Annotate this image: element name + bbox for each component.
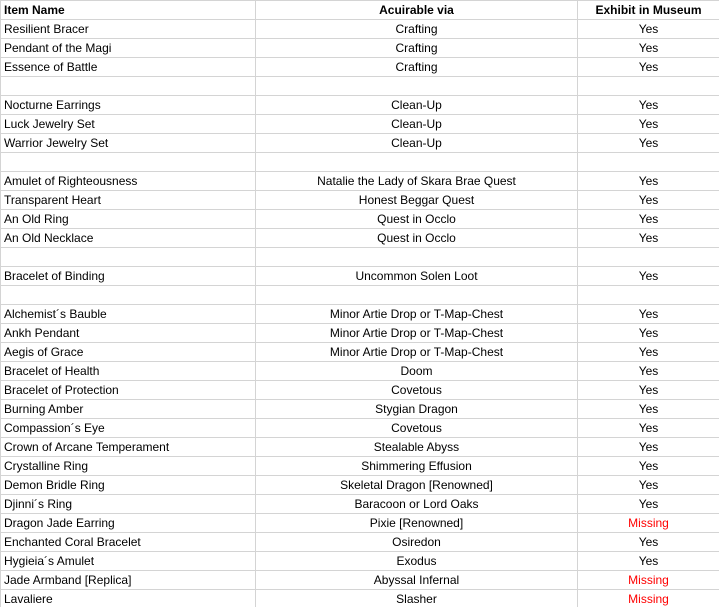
museum-status-cell[interactable]: Yes: [578, 438, 719, 457]
item-name-cell[interactable]: Crystalline Ring: [1, 457, 256, 476]
museum-status-cell[interactable]: [578, 286, 719, 305]
acquirable-via-cell[interactable]: [256, 248, 578, 267]
table-row: [1, 457, 719, 476]
table-row: [1, 172, 719, 191]
table-row: [1, 343, 719, 362]
museum-status-cell[interactable]: Yes: [578, 457, 719, 476]
item-name-cell[interactable]: Burning Amber: [1, 400, 256, 419]
table-row: [1, 229, 719, 248]
item-name-cell[interactable]: Alchemist´s Bauble: [1, 305, 256, 324]
table-row: [1, 590, 719, 607]
item-name-cell[interactable]: [1, 77, 256, 96]
acquirable-via-cell[interactable]: Exodus: [256, 552, 578, 571]
acquirable-via-cell[interactable]: Shimmering Effusion: [256, 457, 578, 476]
blank-row: [1, 153, 719, 172]
table-row: [1, 96, 719, 115]
acquirable-via-cell[interactable]: Crafting: [256, 20, 578, 39]
item-name-cell[interactable]: Bracelet of Binding: [1, 267, 256, 286]
acquirable-via-cell[interactable]: Clean-Up: [256, 115, 578, 134]
acquirable-via-cell[interactable]: Crafting: [256, 39, 578, 58]
acquirable-via-cell[interactable]: Stealable Abyss: [256, 438, 578, 457]
item-name-cell[interactable]: [1, 153, 256, 172]
acquirable-via-cell[interactable]: Slasher: [256, 590, 578, 607]
table-row: [1, 362, 719, 381]
museum-status-cell[interactable]: Yes: [578, 20, 719, 39]
museum-status-cell[interactable]: Yes: [578, 381, 719, 400]
acquirable-via-cell[interactable]: Covetous: [256, 381, 578, 400]
museum-status-cell[interactable]: [578, 77, 719, 96]
acquirable-via-cell[interactable]: Quest in Occlo: [256, 210, 578, 229]
table-row: [1, 419, 719, 438]
blank-row: [1, 77, 719, 96]
table-row: [1, 552, 719, 571]
item-name-cell[interactable]: Transparent Heart: [1, 191, 256, 210]
table-row: [1, 58, 719, 77]
header-row: [1, 1, 719, 20]
table-row: [1, 210, 719, 229]
item-name-cell[interactable]: Demon Bridle Ring: [1, 476, 256, 495]
item-name-cell[interactable]: Pendant of the Magi: [1, 39, 256, 58]
acquirable-via-cell[interactable]: Natalie the Lady of Skara Brae Quest: [256, 172, 578, 191]
acquirable-via-cell[interactable]: Doom: [256, 362, 578, 381]
museum-status-cell[interactable]: Yes: [578, 552, 719, 571]
museum-status-cell[interactable]: Yes: [578, 229, 719, 248]
header-acquirable-via[interactable]: Acuirable via: [256, 1, 578, 20]
acquirable-via-cell[interactable]: Skeletal Dragon [Renowned]: [256, 476, 578, 495]
museum-status-cell[interactable]: Yes: [578, 495, 719, 514]
blank-row: [1, 286, 719, 305]
museum-status-cell[interactable]: Yes: [578, 58, 719, 77]
museum-status-cell[interactable]: Missing: [578, 590, 719, 607]
item-name-cell[interactable]: Hygieia´s Amulet: [1, 552, 256, 571]
item-name-cell[interactable]: Warrior Jewelry Set: [1, 134, 256, 153]
item-name-cell[interactable]: Bracelet of Protection: [1, 381, 256, 400]
acquirable-via-cell[interactable]: Osiredon: [256, 533, 578, 552]
acquirable-via-cell[interactable]: Baracoon or Lord Oaks: [256, 495, 578, 514]
museum-status-cell[interactable]: Yes: [578, 362, 719, 381]
item-name-cell[interactable]: Lavaliere: [1, 590, 256, 607]
museum-status-cell[interactable]: Missing: [578, 514, 719, 533]
acquirable-via-cell[interactable]: Crafting: [256, 58, 578, 77]
item-name-cell[interactable]: Crown of Arcane Temperament: [1, 438, 256, 457]
museum-status-cell[interactable]: Yes: [578, 39, 719, 58]
museum-status-cell[interactable]: Yes: [578, 115, 719, 134]
museum-status-cell[interactable]: Yes: [578, 96, 719, 115]
acquirable-via-cell[interactable]: Covetous: [256, 419, 578, 438]
museum-status-cell[interactable]: Yes: [578, 343, 719, 362]
museum-status-cell[interactable]: [578, 248, 719, 267]
header-exhibit-in-museum[interactable]: Exhibit in Museum: [578, 1, 719, 20]
table-row: [1, 571, 719, 590]
acquirable-via-cell[interactable]: Stygian Dragon: [256, 400, 578, 419]
acquirable-via-cell[interactable]: [256, 77, 578, 96]
table-row: [1, 267, 719, 286]
table-row: [1, 400, 719, 419]
museum-status-cell[interactable]: Yes: [578, 533, 719, 552]
table-body: [1, 20, 719, 607]
item-name-cell[interactable]: Enchanted Coral Bracelet: [1, 533, 256, 552]
item-name-cell[interactable]: Nocturne Earrings: [1, 96, 256, 115]
acquirable-via-cell[interactable]: Quest in Occlo: [256, 229, 578, 248]
museum-status-cell[interactable]: Missing: [578, 571, 719, 590]
museum-status-cell[interactable]: Yes: [578, 210, 719, 229]
acquirable-via-cell[interactable]: Honest Beggar Quest: [256, 191, 578, 210]
museum-status-cell[interactable]: Yes: [578, 191, 719, 210]
table-row: [1, 381, 719, 400]
acquirable-via-cell[interactable]: Pixie [Renowned]: [256, 514, 578, 533]
museum-status-cell[interactable]: Yes: [578, 419, 719, 438]
acquirable-via-cell[interactable]: Uncommon Solen Loot: [256, 267, 578, 286]
item-name-cell[interactable]: Bracelet of Health: [1, 362, 256, 381]
item-name-cell[interactable]: [1, 248, 256, 267]
museum-status-cell[interactable]: Yes: [578, 172, 719, 191]
table-row: [1, 476, 719, 495]
table-row: [1, 115, 719, 134]
item-name-cell[interactable]: Essence of Battle: [1, 58, 256, 77]
item-name-cell[interactable]: Resilient Bracer: [1, 20, 256, 39]
item-name-cell[interactable]: Jade Armband [Replica]: [1, 571, 256, 590]
table-row: [1, 495, 719, 514]
item-name-cell[interactable]: Dragon Jade Earring: [1, 514, 256, 533]
table-row: [1, 438, 719, 457]
item-name-cell[interactable]: An Old Necklace: [1, 229, 256, 248]
acquirable-via-cell[interactable]: Minor Artie Drop or T-Map-Chest: [256, 343, 578, 362]
museum-status-cell[interactable]: Yes: [578, 134, 719, 153]
acquirable-via-cell[interactable]: Clean-Up: [256, 134, 578, 153]
table-row: [1, 191, 719, 210]
table-row: [1, 134, 719, 153]
header-item-name[interactable]: Item Name: [1, 1, 256, 20]
acquirable-via-cell[interactable]: Abyssal Infernal: [256, 571, 578, 590]
item-name-cell[interactable]: Compassion´s Eye: [1, 419, 256, 438]
item-name-cell[interactable]: [1, 286, 256, 305]
table-row: [1, 514, 719, 533]
museum-status-cell[interactable]: Yes: [578, 267, 719, 286]
table-row: [1, 20, 719, 39]
item-name-cell[interactable]: Luck Jewelry Set: [1, 115, 256, 134]
blank-row: [1, 248, 719, 267]
table-row: [1, 39, 719, 58]
item-name-cell[interactable]: Amulet of Righteousness: [1, 172, 256, 191]
museum-status-cell[interactable]: Yes: [578, 324, 719, 343]
table-row: [1, 324, 719, 343]
acquirable-via-cell[interactable]: Minor Artie Drop or T-Map-Chest: [256, 305, 578, 324]
table-row: [1, 305, 719, 324]
museum-status-cell[interactable]: Yes: [578, 305, 719, 324]
item-name-cell[interactable]: An Old Ring: [1, 210, 256, 229]
acquirable-via-cell[interactable]: [256, 153, 578, 172]
item-name-cell[interactable]: Djinni´s Ring: [1, 495, 256, 514]
item-name-cell[interactable]: Aegis of Grace: [1, 343, 256, 362]
item-name-cell[interactable]: Ankh Pendant: [1, 324, 256, 343]
acquirable-via-cell[interactable]: [256, 286, 578, 305]
museum-status-cell[interactable]: [578, 153, 719, 172]
acquirable-via-cell[interactable]: Clean-Up: [256, 96, 578, 115]
museum-status-cell[interactable]: Yes: [578, 476, 719, 495]
museum-status-cell[interactable]: Yes: [578, 400, 719, 419]
table-row: [1, 533, 719, 552]
acquirable-via-cell[interactable]: Minor Artie Drop or T-Map-Chest: [256, 324, 578, 343]
